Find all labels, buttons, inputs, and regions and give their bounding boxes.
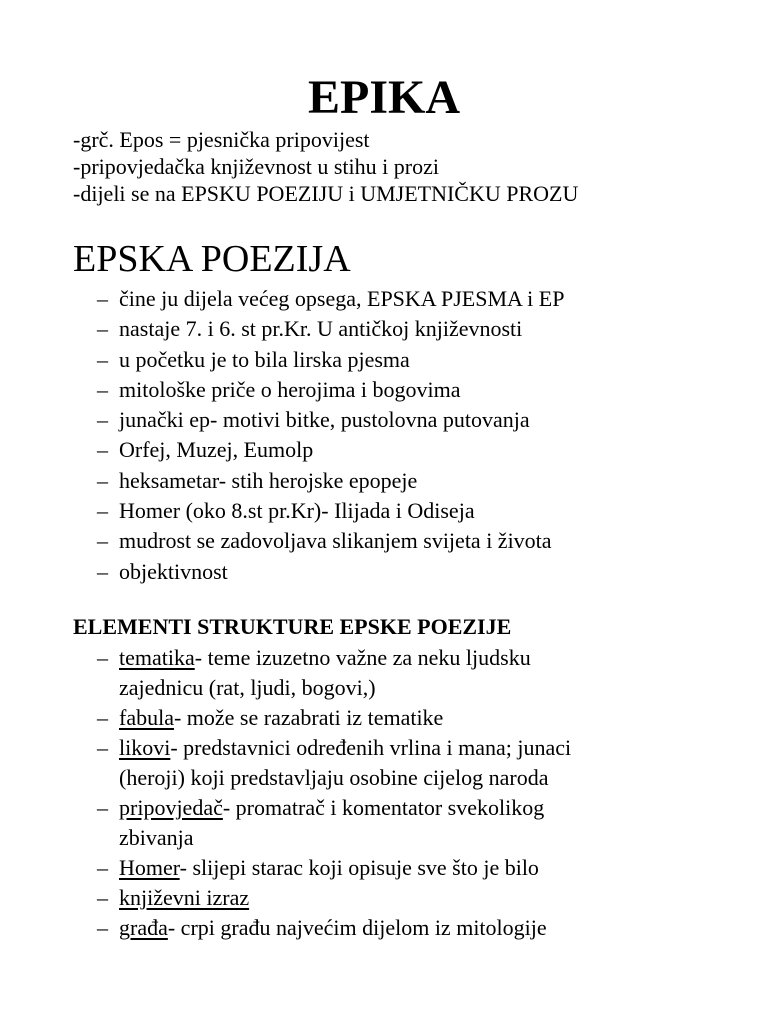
bullet-dash: – [97,407,108,433]
term-homer: Homer [119,855,180,880]
list-item-text: u početku je to bila lirska pjesma [119,346,410,372]
bullet-dash: – [97,915,108,940]
bullet-dash: – [97,705,108,730]
term-description: - promatrač i komentator svekolikog [222,795,545,820]
list-item [97,557,564,587]
intro-line: -pripovjedačka književnost u stihu i prozi [73,154,439,179]
list-item-text: čine ju dijela većeg opsega, EPSKA PJESMA i EP [119,286,565,311]
list-item [97,883,571,913]
list-item [97,733,571,793]
term-knjizevni-izraz: književni izraz [119,885,250,910]
list-item-text: Homer (oko 8.st pr.Kr)- Ilijada i Odiseja [119,498,475,524]
list-item [97,375,564,405]
list-item [97,793,571,853]
bullet-dash: – [97,346,108,372]
term-description-continuation: (heroji) koji predstavljaju osobine cijelog naroda [119,765,549,790]
list-item [97,405,564,435]
list-item [97,284,564,314]
list-item-text: heksametar- stih herojske epopeje [119,467,418,493]
list-item-text: Orfej, Muzej, Eumolp [119,437,314,463]
bullet-dash: – [97,735,108,760]
list-item-text: junački ep- motivi bitke, pustolovna putovanja [119,407,530,433]
term-grada: građa [119,915,168,940]
bullet-dash: – [97,528,108,554]
bullet-dash: – [97,645,108,670]
list-item-text: nastaje 7. i 6. st pr.Kr. U antičkoj književnosti [119,316,523,342]
list-item-text: objektivnost [119,558,228,584]
bullet-dash: – [97,316,108,342]
term-description-continuation: zbivanja [119,825,194,850]
elementi-heading: ELEMENTI STRUKTURE EPSKE POEZIJE [73,614,512,639]
document-title: EPIKA [307,71,460,124]
term-description: - crpi građu najvećim dijelom iz mitologije [167,915,547,940]
term-description: - predstavnici određenih vrlina i mana; junaci [170,735,572,760]
epska-poezija-list [97,284,564,587]
term-description: - može se razabrati iz tematike [173,705,444,730]
list-item [97,853,571,883]
bullet-dash: – [97,558,108,584]
list-item [97,435,564,465]
list-item [97,643,571,703]
list-item [97,314,564,344]
list-item [97,703,571,733]
intro-line: -grč. Epos = pjesnička pripovijest [73,127,370,152]
list-item-text: mitološke priče o herojima i bogovima [119,376,461,402]
list-item [97,496,564,526]
bullet-dash: – [97,498,108,524]
term-likovi: likovi [119,735,171,760]
term-fabula: fabula [119,705,174,730]
elementi-list [97,643,571,943]
term-description-continuation: zajednicu (rat, ljudi, bogovi,) [119,675,376,700]
list-item [97,526,564,556]
bullet-dash: – [97,376,108,402]
bullet-dash: – [97,885,108,910]
list-item [97,345,564,375]
term-pripovjedac: pripovjedač [119,795,223,820]
intro-list [73,126,578,207]
list-item-text: mudrost se zadovoljava slikanjem svijeta i života [119,528,552,554]
intro-line: -dijeli se na EPSKU POEZIJU i UMJETNIČKU PROZU [73,181,579,206]
bullet-dash: – [97,855,108,880]
list-item [97,466,564,496]
bullet-dash: – [97,795,108,820]
list-item [97,913,571,943]
bullet-dash: – [97,437,108,463]
term-description: - slijepi starac koji opisuje sve što je bilo [179,855,539,880]
bullet-dash: – [97,286,108,311]
term-tematika: tematika [119,645,195,670]
bullet-dash: – [97,467,108,493]
section-heading: EPSKA POEZIJA [73,238,351,280]
term-description: - teme izuzetno važne za neku ljudsku [194,645,531,670]
